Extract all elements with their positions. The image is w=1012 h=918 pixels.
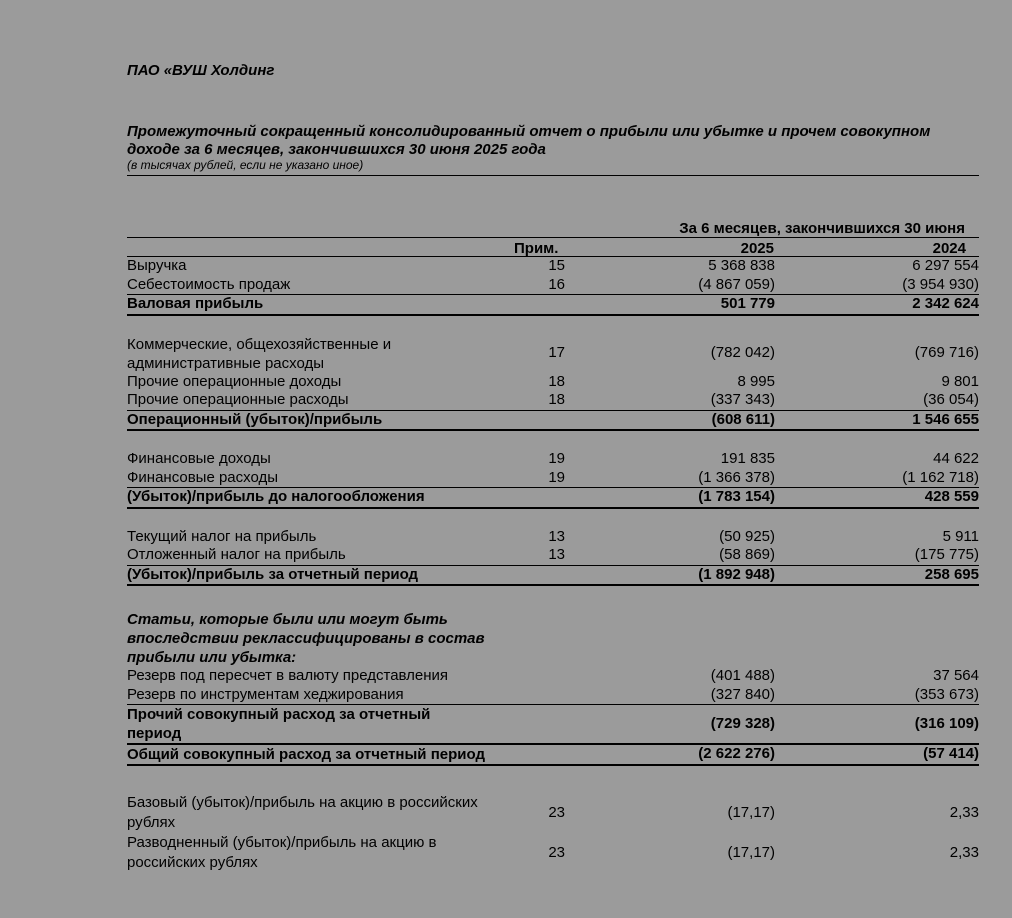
row-value-2024: (3 954 930) bbox=[902, 275, 979, 293]
table-row-total bbox=[127, 744, 979, 765]
row-value-2024: (769 716) bbox=[914, 344, 979, 362]
table-row-total bbox=[127, 565, 979, 585]
row-value-2024: 1 546 655 bbox=[775, 410, 979, 430]
row-value-2024: 428 559 bbox=[775, 488, 979, 508]
section-heading: Статьи, которые были или могут быть впоследствии реклассифицированы в состав прибыли или убытка: bbox=[127, 611, 485, 666]
row-label: Финансовые доходы bbox=[127, 450, 271, 467]
period-header: За 6 месяцев, закончившихся 30 июня bbox=[679, 220, 965, 237]
report-title: Промежуточный сокращенный консолидированный отчет о прибыли или убытке и прочем совокупном доходе за 6 месяцев, закончившихся 30 июня 2025 года bbox=[127, 123, 931, 158]
row-label: (Убыток)/прибыль до налогообложения bbox=[127, 488, 487, 508]
row-value-2025: (1 783 154) bbox=[565, 488, 775, 508]
row-value-2025: (1 892 948) bbox=[565, 565, 775, 585]
row-value-2024: 6 297 554 bbox=[775, 257, 979, 276]
row-value-2025: 8 995 bbox=[737, 372, 775, 390]
row-value-2025: (17,17) bbox=[727, 844, 775, 861]
row-label: Прочие операционные расходы bbox=[127, 391, 349, 408]
row-value-2025: (337 343) bbox=[710, 391, 775, 408]
row-value-2025: (2 622 276) bbox=[565, 744, 775, 765]
table-row bbox=[127, 667, 979, 686]
row-value-2024: (57 414) bbox=[775, 744, 979, 765]
table-row bbox=[127, 373, 979, 392]
row-value-2025: 501 779 bbox=[565, 295, 775, 315]
row-value-2024: (36 054) bbox=[923, 391, 979, 408]
row-label: Себестоимость продаж bbox=[127, 275, 291, 293]
table-section-heading bbox=[127, 610, 979, 667]
year-prior-header: 2024 bbox=[932, 240, 966, 257]
note-column-header: Прим. bbox=[514, 240, 559, 257]
table-row-total bbox=[127, 705, 979, 745]
row-note: 18 bbox=[548, 372, 565, 390]
row-label: Операционный (убыток)/прибыль bbox=[127, 410, 487, 430]
row-value-2025: (1 366 378) bbox=[698, 468, 775, 486]
row-note: 16 bbox=[548, 275, 565, 293]
row-value-2024: (353 673) bbox=[914, 685, 979, 703]
table-row-total bbox=[127, 410, 979, 430]
table-row bbox=[127, 450, 979, 469]
row-value-2024: 9 801 bbox=[941, 372, 979, 390]
row-value-2024: 2,33 bbox=[949, 844, 979, 861]
year-current-header: 2025 bbox=[740, 240, 774, 257]
row-value-2024: 258 695 bbox=[775, 565, 979, 585]
row-note: 19 bbox=[548, 468, 565, 486]
report-subtitle: (в тысячах рублей, если не указано иное) bbox=[127, 158, 364, 172]
row-note: 23 bbox=[548, 844, 565, 861]
row-value-2024: (316 109) bbox=[775, 705, 979, 745]
row-note: 19 bbox=[548, 450, 565, 467]
table-row bbox=[127, 391, 979, 410]
row-label: Финансовые расходы bbox=[127, 468, 279, 486]
row-label: Резерв по инструментам хеджирования bbox=[127, 685, 404, 703]
row-label: Выручка bbox=[127, 257, 487, 276]
row-label: (Убыток)/прибыль за отчетный период bbox=[127, 565, 487, 585]
row-value-2024: 44 622 bbox=[933, 450, 979, 467]
row-value-2024: 2,33 bbox=[949, 804, 979, 821]
row-value-2025: (782 042) bbox=[710, 344, 775, 362]
table-row bbox=[127, 686, 979, 705]
row-value-2025: 5 368 838 bbox=[565, 257, 775, 276]
row-label: Прочий совокупный расход за отчетный период bbox=[127, 705, 487, 745]
row-value-2024: (1 162 718) bbox=[902, 468, 979, 486]
row-label: Отложенный налог на прибыль bbox=[127, 546, 346, 563]
row-label: Текущий налог на прибыль bbox=[127, 527, 317, 545]
row-label: Прочие операционные доходы bbox=[127, 372, 342, 390]
row-note: 17 bbox=[548, 344, 565, 362]
row-label: Валовая прибыль bbox=[127, 295, 487, 315]
row-value-2025: (17,17) bbox=[727, 804, 775, 821]
row-note: 13 bbox=[548, 546, 565, 563]
row-value-2024: 2 342 624 bbox=[775, 295, 979, 315]
table-row bbox=[127, 276, 979, 295]
row-label: Общий совокупный расход за отчетный период bbox=[127, 744, 487, 765]
row-note: 13 bbox=[548, 527, 565, 545]
table-row bbox=[127, 793, 979, 833]
title-divider bbox=[127, 175, 979, 176]
company-name: ПАО «ВУШ Холдинг bbox=[127, 62, 275, 79]
row-value-2024: 37 564 bbox=[933, 667, 979, 684]
table-row bbox=[127, 469, 979, 488]
row-value-2025: (58 869) bbox=[719, 546, 775, 563]
table-row bbox=[127, 335, 979, 373]
table-row-total bbox=[127, 488, 979, 508]
row-value-2025: (729 328) bbox=[565, 705, 775, 745]
row-label: Базовый (убыток)/прибыль на акцию в российских рублях bbox=[127, 794, 478, 831]
row-value-2024: (175 775) bbox=[914, 546, 979, 563]
row-note: 15 bbox=[487, 257, 565, 276]
row-value-2024: 5 911 bbox=[942, 527, 979, 545]
row-note: 18 bbox=[548, 391, 565, 408]
row-note: 23 bbox=[548, 804, 565, 821]
table-row bbox=[127, 546, 979, 565]
row-label: Разводненный (убыток)/прибыль на акцию в российских рублях bbox=[127, 834, 437, 871]
row-value-2025: (327 840) bbox=[710, 685, 775, 703]
row-label: Резерв под пересчет в валюту представления bbox=[127, 667, 449, 684]
period-divider bbox=[127, 237, 979, 238]
table-row bbox=[127, 528, 979, 547]
row-label: Коммерческие, общехозяйственные и административные расходы bbox=[127, 335, 392, 372]
table-row bbox=[127, 257, 979, 276]
row-value-2025: 191 835 bbox=[720, 450, 775, 467]
row-value-2025: (401 488) bbox=[710, 667, 775, 684]
table-row-total bbox=[127, 295, 979, 315]
table-row bbox=[127, 833, 979, 873]
row-value-2025: (608 611) bbox=[565, 410, 775, 430]
row-value-2025: (50 925) bbox=[719, 527, 775, 545]
income-statement-table bbox=[127, 256, 979, 873]
row-value-2025: (4 867 059) bbox=[698, 275, 775, 293]
